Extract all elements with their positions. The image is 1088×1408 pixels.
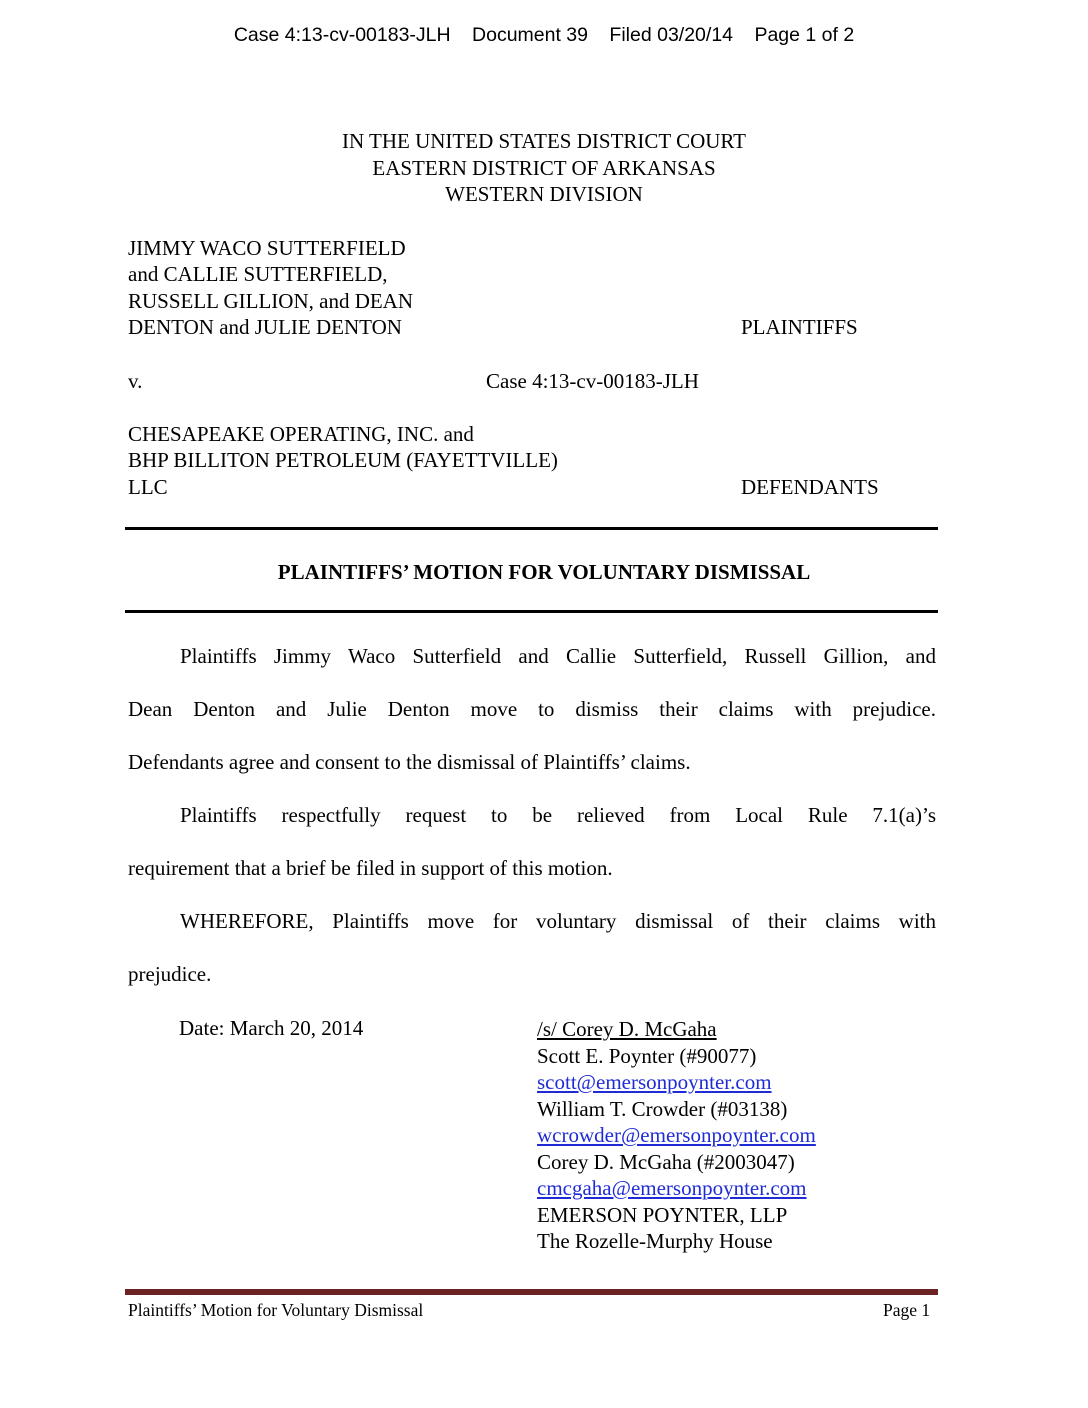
defendant-line: CHESAPEAKE OPERATING, INC. and — [128, 422, 474, 446]
defendants-label: DEFENDANTS — [741, 475, 879, 499]
filing-stamp — [0, 24, 1088, 47]
paragraph-line: Plaintiffs respectfully request to be relieved from Local Rule 7.1(a)’s — [180, 803, 936, 827]
paragraph-line: WHEREFORE, Plaintiffs move for voluntary dismissal of their claims with — [180, 909, 936, 933]
case-number: Case 4:13-cv-00183-JLH — [486, 369, 699, 393]
versus: v. — [128, 369, 143, 393]
stamp-document: Document 39 — [472, 24, 588, 46]
court-name: IN THE UNITED STATES DISTRICT COURT — [341, 129, 747, 153]
footer-rule — [125, 1289, 938, 1295]
title-rule-bottom — [125, 610, 938, 613]
email-link[interactable]: cmcgaha@emersonpoynter.com — [537, 1176, 807, 1200]
title-rule-top — [125, 527, 938, 530]
signature-line: /s/ Corey D. McGaha — [537, 1017, 717, 1041]
plaintiff-line: RUSSELL GILLION, and DEAN — [128, 289, 414, 313]
firm-address: The Rozelle-Murphy House — [537, 1229, 773, 1253]
plaintiff-line: and CALLIE SUTTERFIELD, — [128, 262, 388, 286]
signature-block — [537, 1016, 816, 1255]
paragraph-line: requirement that a brief be filed in support of this motion. — [128, 856, 613, 880]
paragraph-1 — [128, 643, 936, 802]
paragraph-line: prejudice. — [128, 962, 212, 986]
paragraph-line: Defendants agree and consent to the dismissal of Plaintiffs’ claims. — [128, 750, 691, 774]
attorney-name: Scott E. Poynter (#90077) — [537, 1043, 757, 1068]
plaintiffs-label: PLAINTIFFS — [741, 315, 858, 339]
stamp-case: Case 4:13-cv-00183-JLH — [233, 24, 451, 46]
court-division: WESTERN DIVISION — [445, 182, 643, 206]
email-link[interactable]: scott@emersonpoynter.com — [537, 1070, 772, 1094]
attorney-name: William T. Crowder (#03138) — [537, 1096, 788, 1121]
court-district: EASTERN DISTRICT OF ARKANSAS — [372, 156, 716, 180]
attorney-name: Corey D. McGaha (#2003047) — [537, 1149, 795, 1174]
stamp-page: Page 1 of 2 — [754, 24, 855, 46]
footer-page-number: Page 1 — [883, 1300, 931, 1320]
email-link[interactable]: wcrowder@emersonpoynter.com — [537, 1123, 816, 1147]
motion-title: PLAINTIFFS’ MOTION FOR VOLUNTARY DISMISSAL — [277, 560, 811, 584]
plaintiff-line: JIMMY WACO SUTTERFIELD — [128, 236, 406, 260]
date-line: Date: March 20, 2014 — [179, 1016, 364, 1040]
defendant-line: BHP BILLITON PETROLEUM (FAYETTVILLE) — [128, 448, 558, 472]
stamp-filed: Filed 03/20/14 — [609, 24, 734, 46]
paragraph-line: Dean Denton and Julie Denton move to dismiss their claims with prejudice. — [128, 697, 936, 721]
plaintiff-line: DENTON and JULIE DENTON — [128, 315, 402, 339]
paragraph-2 — [128, 802, 936, 908]
firm-name: EMERSON POYNTER, LLP — [537, 1202, 788, 1227]
paragraph-3 — [128, 908, 936, 1014]
footer-title: Plaintiffs’ Motion for Voluntary Dismissal — [128, 1300, 424, 1320]
paragraph-line: Plaintiffs Jimmy Waco Sutterfield and Callie Sutterfield, Russell Gillion, and — [180, 644, 936, 668]
defendant-line: LLC — [128, 475, 168, 499]
